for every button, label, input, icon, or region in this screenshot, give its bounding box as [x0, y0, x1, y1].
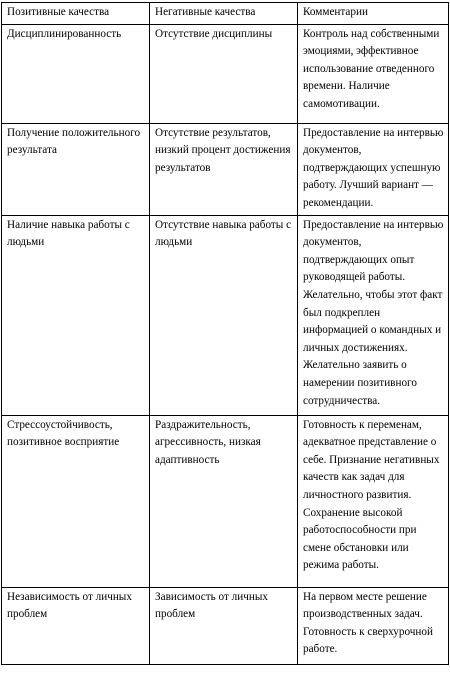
cell-comment: Предоставление на интервью документов, подтверждающих успешную работу. Лучший вариант — рекомендации. — [298, 123, 449, 215]
cell-negative: Отсутствие навыка работы с людьми — [150, 215, 298, 415]
header-positive-qualities: Позитивные качества — [2, 3, 150, 25]
header-negative-qualities: Негативные качества — [150, 3, 298, 25]
cell-comment: На первом месте решение производственных задач. Готовность к сверхурочной работе. — [298, 587, 449, 664]
cell-positive: Стрессоустойчивость, позитивное восприятие — [2, 415, 150, 587]
cell-comment: Контроль над собственными эмоциями, эффективное использование отведенного времени. Наличие самомотивации. — [298, 24, 449, 123]
header-comments: Комментарии — [298, 3, 449, 25]
cell-negative: Раздражительность, агрессивность, низкая адаптивность — [150, 415, 298, 587]
table-row — [2, 587, 449, 664]
cell-negative: Зависимость от личных проблем — [150, 587, 298, 664]
cell-positive: Получение положительного результата — [2, 123, 150, 215]
qualities-table — [1, 2, 449, 665]
table-row — [2, 215, 449, 415]
cell-positive: Наличие навыка работы с людьми — [2, 215, 150, 415]
cell-negative: Отсутствие результатов, низкий процент достижения результатов — [150, 123, 298, 215]
cell-comment: Предоставление на интервью документов, подтверждающих опыт руководящей работы. Желательно, чтобы этот факт был подкреплен информацией о командных и личных достижениях. Желательно заявить о намерении позитивного сотрудничества. — [298, 215, 449, 415]
table-row — [2, 415, 449, 587]
cell-comment: Готовность к переменам, адекватное представление о себе. Признание негативных качеств как задач для личностного развития. Сохранение высокой работоспособности при смене обстановки или режима работы. — [298, 415, 449, 587]
cell-positive: Независимость от личных проблем — [2, 587, 150, 664]
table-row — [2, 24, 449, 123]
cell-negative: Отсутствие дисциплины — [150, 24, 298, 123]
table-row — [2, 123, 449, 215]
cell-positive: Дисциплинированность — [2, 24, 150, 123]
table-header-row — [2, 3, 449, 25]
